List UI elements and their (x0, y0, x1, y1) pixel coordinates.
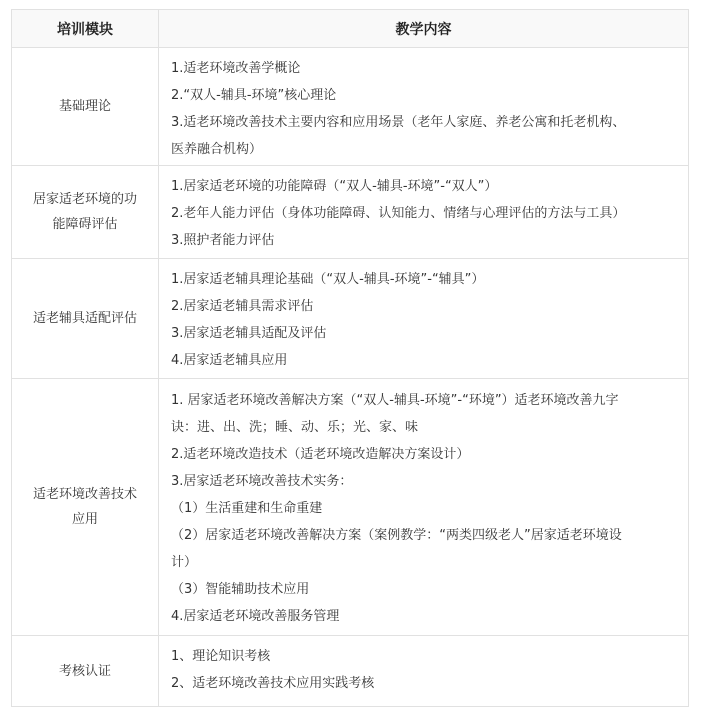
content-item: 1. 居家适老环境改善解决方案（“双人-辅具-环境”-“环境”）适老环境改善九字 (171, 393, 619, 408)
header-module: 培训模块 (12, 10, 159, 48)
module-label: 应用 (71, 512, 98, 527)
content-item: （1）生活重建和生命重建 (171, 501, 323, 516)
content-item: 诀：进、出、洗；睡、动、乐；光、家、味 (171, 420, 419, 435)
content-item: （3）智能辅助技术应用 (171, 582, 310, 597)
content-item: 2、适老环境改善技术应用实践考核 (171, 676, 375, 691)
training-table (11, 9, 689, 707)
module-label: 基础理论 (58, 99, 111, 114)
content-cell (159, 379, 689, 636)
table-header-row (12, 10, 689, 48)
module-cell (12, 166, 159, 259)
content-cell (159, 636, 689, 707)
module-cell (12, 259, 159, 379)
table-row (12, 166, 689, 259)
table-row (12, 379, 689, 636)
content-item: 医养融合机构） (171, 142, 263, 157)
content-cell (159, 48, 689, 166)
content-item: 4.居家适老环境改善服务管理 (171, 609, 340, 624)
table-row (12, 48, 689, 166)
module-label: 能障碍评估 (52, 217, 118, 232)
module-label: 适老辅具适配评估 (32, 311, 137, 326)
content-item: 2.居家适老辅具需求评估 (171, 299, 314, 314)
content-item: 1.适老环境改善学概论 (171, 61, 301, 76)
header-content: 教学内容 (159, 10, 689, 48)
table-row (12, 259, 689, 379)
content-item: 1.居家适老辅具理论基础（“双人-辅具-环境”-“辅具”） (171, 272, 485, 287)
module-cell (12, 379, 159, 636)
module-label: 考核认证 (58, 663, 111, 679)
content-item: 3.照护者能力评估 (171, 233, 275, 248)
training-table-container (11, 9, 688, 707)
content-item: 3.居家适老环境改善技术实务： (171, 474, 353, 489)
module-cell (12, 636, 159, 707)
module-label: 适老环境改善技术 (32, 487, 137, 502)
module-label: 居家适老环境的功 (32, 192, 137, 207)
content-item: 4.居家适老辅具应用 (171, 353, 288, 368)
content-item: 2.“双人-辅具-环境”核心理论 (171, 88, 337, 103)
content-item: 2.老年人能力评估（身体功能障碍、认知能力、情绪与心理评估的方法与工具） (171, 206, 626, 221)
content-item: （2）居家适老环境改善解决方案（案例教学：“两类四级老人”居家适老环境设 (171, 528, 622, 543)
content-cell (159, 259, 689, 379)
table-row (12, 636, 689, 707)
content-item: 计） (171, 555, 198, 570)
content-item: 2.适老环境改造技术（适老环境改造解决方案设计） (171, 447, 470, 462)
content-item: 1.居家适老环境的功能障碍（“双人-辅具-环境”-“双人”） (171, 179, 498, 194)
content-cell (159, 166, 689, 259)
module-cell (12, 48, 159, 166)
content-item: 3.居家适老辅具适配及评估 (171, 326, 327, 341)
content-item: 3.适老环境改善技术主要内容和应用场景（老年人家庭、养老公寓和托老机构、 (171, 115, 626, 130)
content-item: 1、理论知识考核 (171, 649, 271, 664)
